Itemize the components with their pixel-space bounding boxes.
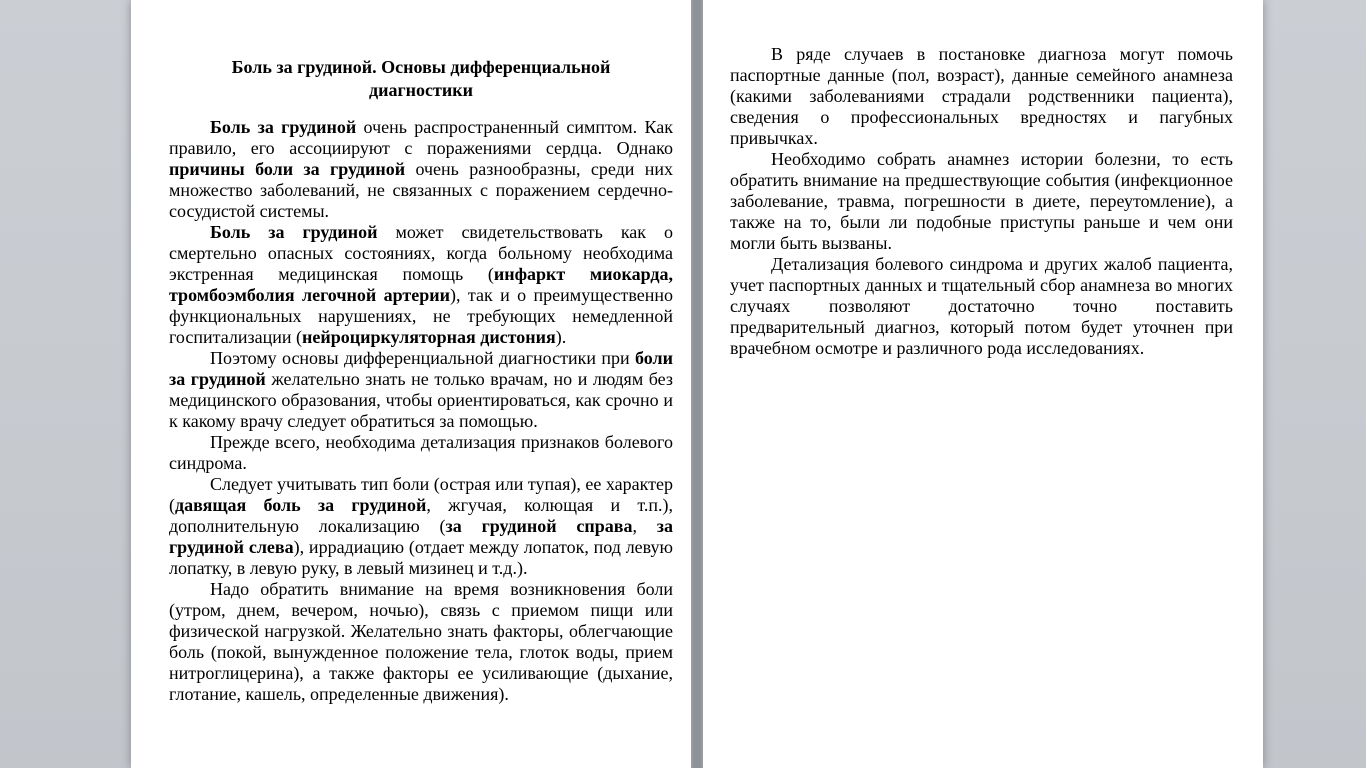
page-1[interactable] — [131, 0, 691, 768]
page-1-content — [169, 0, 673, 705]
paragraph: Следует учитывать тип боли (острая или тупая), ее характер (давящая боль за грудиной, жгучая, колющая и т.п.), дополнительную локализацию (за грудиной справа, за грудиной слева), иррадиацию (отдает между лопаток, под левую лопатку, в левую руку, в левый мизинец и т.д.). — [169, 474, 674, 578]
page-2-paragraphs — [730, 44, 1233, 359]
paragraph: Детализация болевого синдрома и других жалоб пациента, учет паспортных данных и тщательный сбор анамнеза во многих случаях позволяют достаточно точно поставить предварительный диагноз, который потом будет уточнен при врачебном осмотре и различного рода исследованиях. — [730, 254, 1233, 358]
document-title: Боль за грудиной. Основы дифференциальной диагностики — [231, 57, 611, 100]
paragraph: Надо обратить внимание на время возникновения боли (утром, днем, вечером, ночью), связь с приемом пищи или физической нагрузкой. Желательно знать факторы, облегчающие боль (покой, вынужденное положение тела, глоток воды, прием нитроглицерина), а также факторы ее усиливающие (дыхание, глотание, кашель, определенные движения). — [169, 579, 673, 704]
paragraph: Поэтому основы дифференциальной диагностики при боли за грудиной желательно знать не только врачам, но и людям без медицинского образования, чтобы ориентироваться, как срочно и к какому врачу следует обратиться за помощью. — [169, 348, 673, 431]
paragraph: В ряде случаев в постановке диагноза могут помочь паспортные данные (пол, возраст), данные семейного анамнеза (какими заболеваниями страдали родственники пациента), сведения о профессиональных вредностях и пагубных привычках. — [730, 44, 1233, 148]
paragraph: Прежде всего, необходима детализация признаков болевого синдрома. — [169, 432, 673, 473]
paragraph: Боль за грудиной очень распространенный симптом. Как правило, его ассоциируют с поражениями сердца. Однако причины боли за грудиной очень разнообразны, среди них множество заболеваний, не связанных с поражением сердечно-сосудистой системы. — [169, 117, 673, 221]
page-1-paragraphs — [169, 117, 673, 705]
page-2-content — [730, 0, 1233, 359]
page-2[interactable] — [703, 0, 1263, 768]
paragraph: Боль за грудиной может свидетельствовать как о смертельно опасных состояниях, когда больному необходима экстренная медицинская помощь (инфаркт миокарда, тромбоэмболия легочной артерии), так и о преимущественно функциональных нарушениях, не требующих немедленной госпитализации (нейроциркуляторная дистония). — [169, 222, 673, 347]
paragraph: Необходимо собрать анамнез истории болезни, то есть обратить внимание на предшествующие события (инфекционное заболевание, травма, погрешности в диете, переутомление), а также на то, были ли подобные приступы раньше и чем они могли быть вызваны. — [730, 149, 1233, 253]
page-gap — [691, 0, 703, 768]
